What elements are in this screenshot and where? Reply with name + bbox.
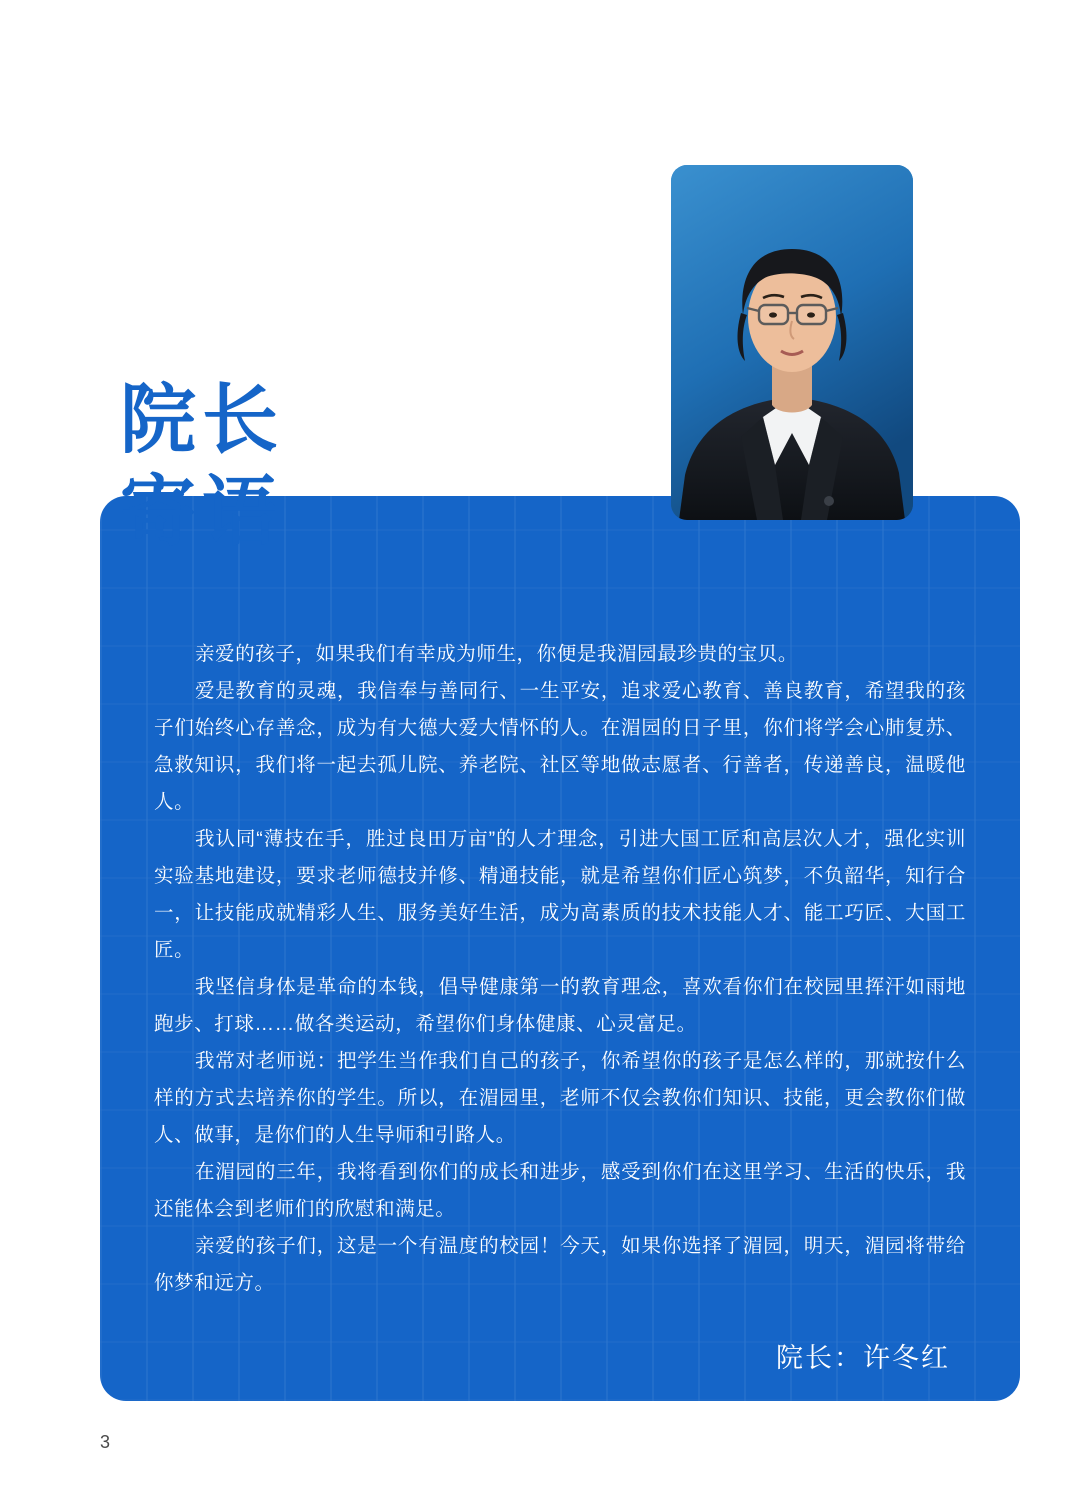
paragraph: 亲爱的孩子们，这是一个有温度的校园！今天，如果你选择了湄园，明天，湄园将带给你梦和远方。 <box>154 1235 966 1294</box>
paragraph: 在湄园的三年，我将看到你们的成长和进步，感受到你们在这里学习、生活的快乐，我还能体会到老师们的欣慰和满足。 <box>154 1161 966 1220</box>
page-title-line-1: 院长 <box>120 378 284 463</box>
page-title <box>120 378 284 555</box>
page-title-line-2: 寄语 <box>120 469 284 555</box>
signature: 院长：许冬红 <box>776 1343 950 1373</box>
message-panel <box>100 496 1020 1401</box>
message-body <box>100 496 1020 1375</box>
page-number: 3 <box>100 1432 111 1452</box>
paragraph: 亲爱的孩子，如果我们有幸成为师生，你便是我湄园最珍贵的宝贝。 <box>194 643 798 665</box>
paragraph: 我认同“薄技在手，胜过良田万亩”的人才理念，引进大国工匠和高层次人才，强化实训实验基地建设，要求老师德技并修、精通技能，就是希望你们匠心筑梦，不负韶华，知行合一，让技能成就精彩人生、服务美好生活，成为高素质的技术技能人才、能工巧匠、大国工匠。 <box>154 828 966 961</box>
portrait-photo <box>671 165 913 520</box>
portrait-photo-icon <box>671 165 913 520</box>
paragraph: 我坚信身体是革命的本钱，倡导健康第一的教育理念，喜欢看你们在校园里挥汗如雨地跑步、打球……做各类运动，希望你们身体健康、心灵富足。 <box>154 976 966 1035</box>
paragraph: 我常对老师说：把学生当作我们自己的孩子，你希望你的孩子是怎么样的，那就按什么样的方式去培养你的学生。所以，在湄园里，老师不仅会教你们知识、技能，更会教你们做人、做事，是你们的人生导师和引路人。 <box>154 1050 966 1146</box>
paragraph: 爱是教育的灵魂，我信奉与善同行、一生平安，追求爱心教育、善良教育，希望我的孩子们始终心存善念，成为有大德大爱大情怀的人。在湄园的日子里，你们将学会心肺复苏、急救知识，我们将一起去孤儿院、养老院、社区等地做志愿者、行善者，传递善良，温暖他人。 <box>154 680 966 813</box>
